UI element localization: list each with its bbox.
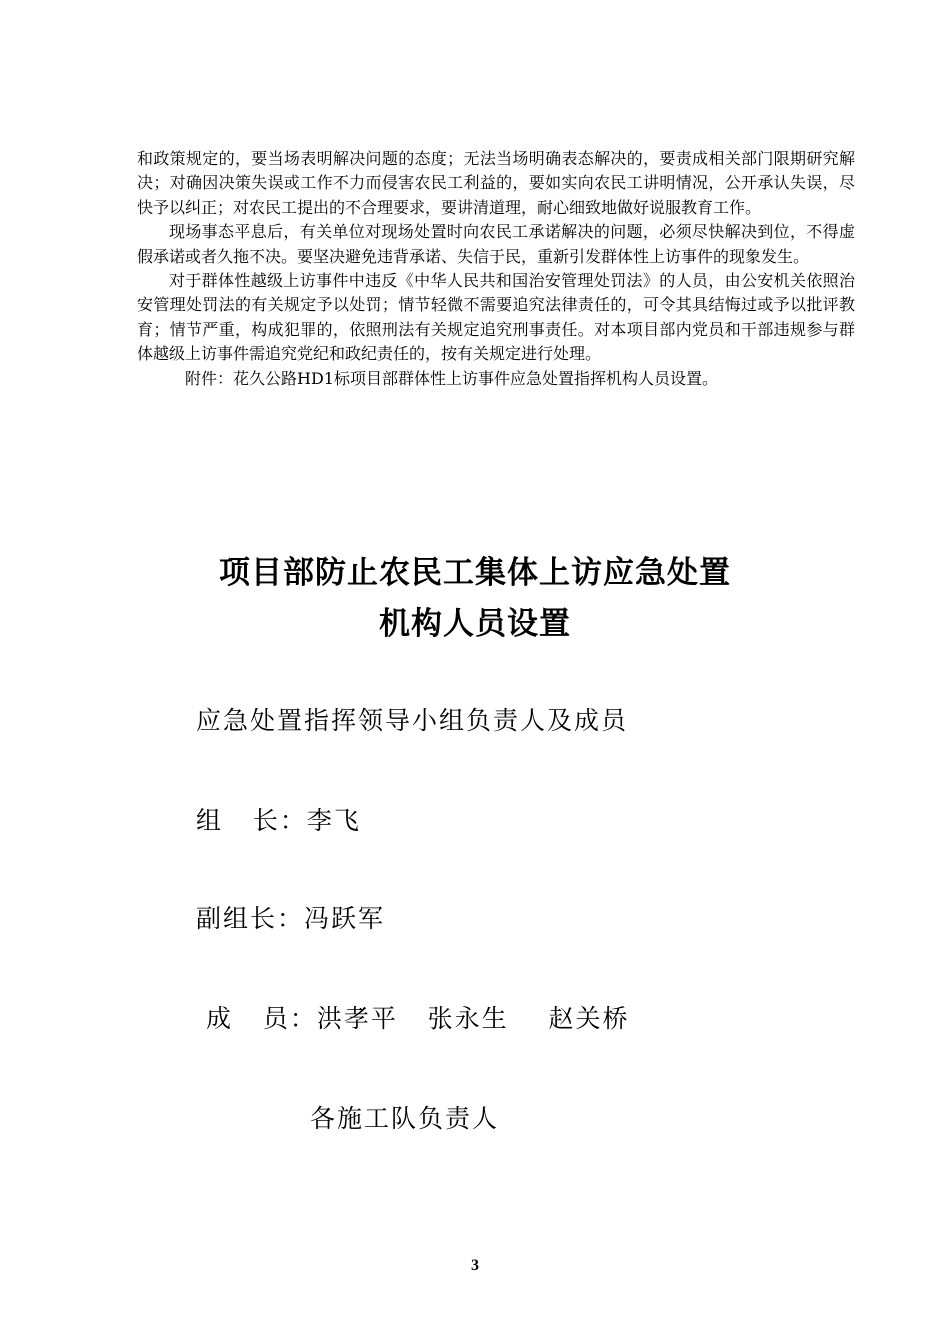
roster-members: 成 员：洪孝平 张永生 赵关桥	[206, 1004, 630, 1033]
section-title-line-1: 项目部防止农民工集体上访应急处置	[219, 555, 731, 591]
paragraph-attachment: 附件：花久公路HD1标项目部群体性上访事件应急处置指挥机构人员设置。	[185, 368, 718, 388]
roster-team-leaders: 各施工队负责人	[310, 1104, 500, 1133]
page-number: 3	[471, 1257, 479, 1274]
roster-heading: 应急处置指挥领导小组负责人及成员	[196, 706, 629, 735]
body-text	[137, 147, 855, 391]
paragraph-promise-fulfillment: 现场事态平息后，有关单位对现场处置时向农民工承诺解决的问题，必须尽快解决到位，不得虚假承诺或者久拖不决。要坚决避免违背承诺、失信于民，重新引发群体性上访事件的现象发生。	[137, 222, 855, 266]
paragraph-decision-handling: 和政策规定的，要当场表明解决问题的态度；无法当场明确表态解决的，要责成相关部门限期研究解决；对确因决策失误或工作不力而侵害农民工利益的，要如实向农民工讲明情况，公开承认失误，尽快予以纠正；对农民工提出的不合理要求，要讲清道理，耐心细致地做好说服教育工作。	[137, 149, 855, 217]
roster-leader: 组 长：李飞	[196, 806, 361, 835]
paragraph-legal-handling: 对于群体性越级上访事件中违反《中华人民共和国治安管理处罚法》的人员，由公安机关依照治安管理处罚法的有关规定予以处罚；情节轻微不需要追究法律责任的，可令其具结悔过或予以批评教育；情节严重，构成犯罪的，依照刑法有关规定追究刑事责任。对本项目部内党员和干部违规参与群体越级上访事件需追究党纪和政纪责任的，按有关规定进行处理。	[137, 271, 855, 364]
roster-deputy-leader: 副组长：冯跃军	[196, 904, 386, 933]
section-title-line-2: 机构人员设置	[379, 606, 571, 642]
